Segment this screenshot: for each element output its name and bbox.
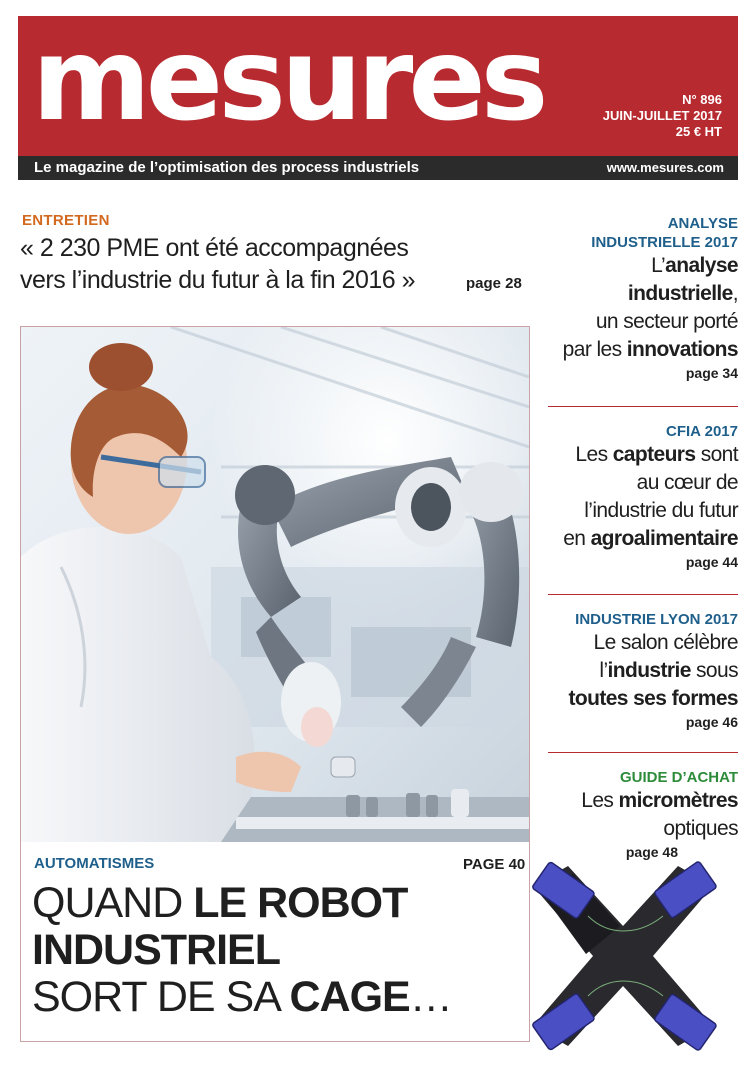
title-part: L’	[651, 254, 666, 277]
sidebar-kicker: GUIDE D’ACHAT	[619, 769, 738, 786]
sidebar-kicker: CFIA 2017	[666, 423, 738, 440]
title-part: Les	[575, 443, 613, 466]
title-part-bold: micromètres	[618, 789, 738, 812]
headline-ellipsis: …	[409, 973, 452, 1021]
magazine-logo[interactable]: mesures	[32, 13, 544, 146]
title-part: sont	[695, 443, 738, 466]
sidebar-article-lyon[interactable]	[538, 610, 738, 730]
sidebar-page: page 44	[685, 554, 738, 570]
top-headline-line1: « 2 230 PME ont été accompagnées	[20, 234, 409, 262]
headline-text-bold: LE ROBOT	[193, 879, 408, 927]
divider	[548, 594, 738, 595]
website-link[interactable]: www.mesures.com	[606, 160, 724, 175]
headline-text-normal: QUAND	[32, 879, 194, 927]
cover-photo[interactable]	[21, 327, 529, 842]
divider	[548, 406, 738, 407]
issue-info	[603, 92, 722, 140]
cover-headline-line3[interactable]	[32, 974, 452, 1020]
tagline-bar	[18, 156, 738, 180]
issue-price: 25 € HT	[675, 124, 722, 139]
title-part: optiques	[663, 817, 738, 840]
title-part: Le salon célèbre	[593, 631, 738, 654]
masthead	[18, 13, 738, 156]
title-part-bold: capteurs	[612, 443, 696, 466]
title-part-bold: analyse	[665, 254, 738, 277]
top-story-headline[interactable]	[20, 232, 490, 296]
title-part: en	[563, 527, 591, 550]
sidebar-article-analyse[interactable]	[538, 214, 738, 381]
sidebar-title	[538, 787, 738, 843]
cover-headline-line1[interactable]	[32, 880, 407, 926]
issue-date: JUIN-JUILLET 2017	[602, 108, 722, 123]
title-part-bold: agroalimentaire	[590, 527, 738, 550]
title-part: l’	[599, 659, 608, 682]
sidebar-kicker-line: ANALYSE	[667, 215, 738, 232]
divider	[548, 752, 738, 753]
sidebar-page: page 34	[685, 365, 738, 381]
title-part: l’industrie du futur	[584, 499, 738, 522]
micrometer-product-image[interactable]	[528, 856, 728, 1056]
title-part: par les	[562, 338, 627, 361]
cover-story-page: PAGE 40	[463, 856, 526, 873]
title-part: ,	[732, 282, 738, 305]
title-part-bold: industrie	[607, 659, 691, 682]
title-part-bold: innovations	[626, 338, 738, 361]
sidebar-page: page 46	[685, 714, 738, 730]
sidebar-article-cfia[interactable]	[538, 422, 738, 570]
headline-text-normal: SORT DE SA	[32, 973, 290, 1021]
title-part: au cœur de	[636, 471, 738, 494]
cover-headline-line2[interactable]	[32, 927, 280, 973]
issue-number: N° 896	[682, 92, 722, 107]
sidebar-kicker: INDUSTRIE LYON 2017	[575, 611, 738, 628]
top-story-page: page 28	[466, 275, 522, 292]
cover-story-kicker: AUTOMATISMES	[34, 855, 155, 872]
title-part: un secteur porté	[595, 310, 738, 333]
sidebar-title	[538, 441, 738, 553]
title-part-bold: industrielle	[627, 282, 733, 305]
headline-text-bold: INDUSTRIEL	[32, 926, 280, 974]
headline-text-bold: CAGE	[289, 973, 410, 1021]
title-part-bold: toutes ses formes	[568, 687, 738, 710]
title-part: sous	[690, 659, 738, 682]
sidebar-kicker	[538, 214, 738, 252]
sidebar-kicker-line: INDUSTRIELLE 2017	[591, 234, 738, 251]
sidebar-article-guide[interactable]	[538, 768, 738, 860]
sidebar-page: page 48	[625, 844, 678, 860]
tagline: Le magazine de l’optimisation des process industriels	[34, 159, 420, 176]
top-story-kicker: ENTRETIEN	[22, 212, 110, 229]
top-headline-line2: vers l’industrie du futur à la fin 2016 »	[20, 266, 416, 294]
title-part: Les	[581, 789, 619, 812]
sidebar-title	[538, 252, 738, 364]
sidebar-title	[538, 629, 738, 713]
